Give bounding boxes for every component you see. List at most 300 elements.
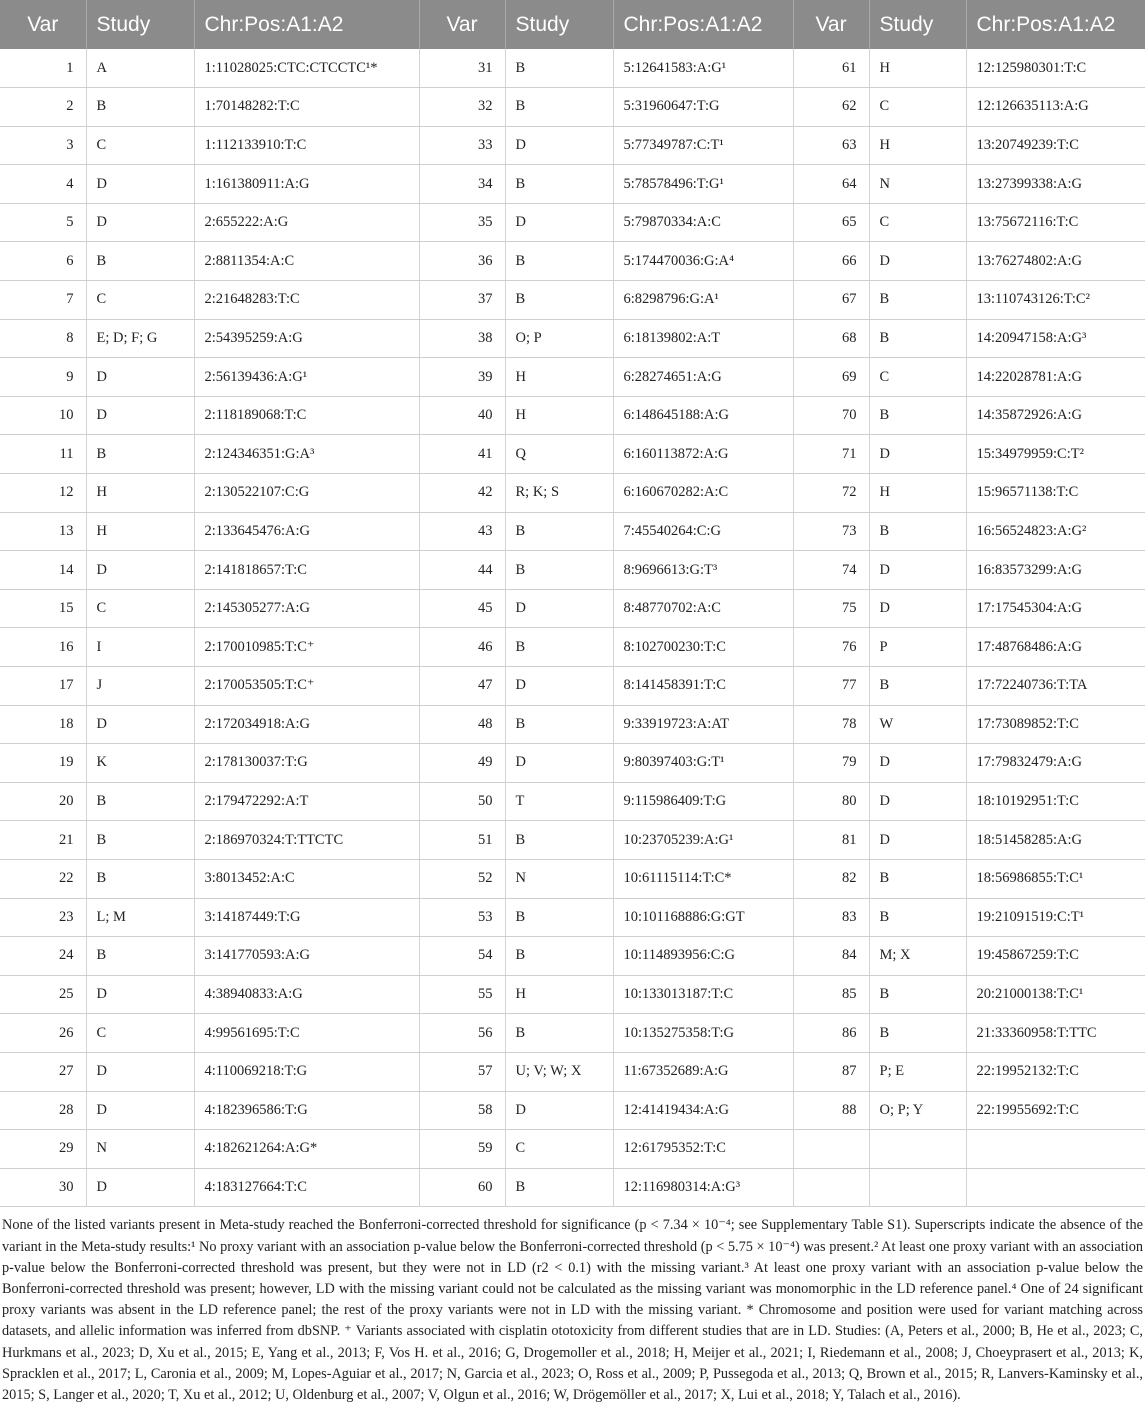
cell-chr-pos-alleles: 1:11028025:CTC:CTCCTC¹* <box>194 49 419 88</box>
cell-study: D <box>86 1168 194 1207</box>
table-row <box>0 203 1145 242</box>
table-row <box>0 396 1145 435</box>
cell-var-number: 58 <box>419 1091 505 1130</box>
cell-var-number: 53 <box>419 898 505 937</box>
cell-chr-pos-alleles: 6:8298796:G:A¹ <box>613 281 793 320</box>
cell-study: D <box>86 165 194 204</box>
table-row <box>0 589 1145 628</box>
cell-chr-pos-alleles: 4:182396586:T:G <box>194 1091 419 1130</box>
cell-study: Q <box>505 435 613 474</box>
cell-chr-pos-alleles: 2:172034918:A:G <box>194 705 419 744</box>
cell-study: B <box>86 937 194 976</box>
cell-study: K <box>86 744 194 783</box>
cell-var-number: 74 <box>793 551 869 590</box>
table-body <box>0 49 1145 1207</box>
cell-var-number: 35 <box>419 203 505 242</box>
cell-study: R; K; S <box>505 474 613 513</box>
cell-study: T <box>505 782 613 821</box>
cell-chr-pos-alleles: 1:70148282:T:C <box>194 88 419 127</box>
cell-study: D <box>869 744 966 783</box>
cell-study: B <box>505 242 613 281</box>
cell-chr-pos-alleles: 17:79832479:A:G <box>966 744 1145 783</box>
cell-chr-pos-alleles: 17:73089852:T:C <box>966 705 1145 744</box>
cell-study: B <box>505 821 613 860</box>
cell-var-number: 62 <box>793 88 869 127</box>
cell-var-number: 86 <box>793 1014 869 1053</box>
table-row <box>0 975 1145 1014</box>
cell-study: B <box>869 1014 966 1053</box>
table-row <box>0 705 1145 744</box>
cell-chr-pos-alleles: 17:72240736:T:TA <box>966 667 1145 706</box>
table-row <box>0 281 1145 320</box>
cell-study: B <box>869 898 966 937</box>
cell-chr-pos-alleles: 8:141458391:T:C <box>613 667 793 706</box>
cell-study: D <box>869 435 966 474</box>
cell-var-number: 31 <box>419 49 505 88</box>
cell-chr-pos-alleles: 10:23705239:A:G¹ <box>613 821 793 860</box>
cell-chr-pos-alleles: 6:160113872:A:G <box>613 435 793 474</box>
cell-study: B <box>505 1014 613 1053</box>
cell-chr-pos-alleles: 8:102700230:T:C <box>613 628 793 667</box>
cell-chr-pos-alleles: 6:160670282:A:C <box>613 474 793 513</box>
cell-chr-pos-alleles: 13:76274802:A:G <box>966 242 1145 281</box>
cell-study: B <box>869 975 966 1014</box>
cell-study <box>869 1168 966 1207</box>
cell-chr-pos-alleles: 11:67352689:A:G <box>613 1052 793 1091</box>
cell-study: D <box>86 203 194 242</box>
cell-chr-pos-alleles <box>966 1130 1145 1169</box>
table-row <box>0 474 1145 513</box>
cell-study: B <box>505 1168 613 1207</box>
cell-chr-pos-alleles: 5:77349787:C:T¹ <box>613 126 793 165</box>
cell-study: H <box>505 975 613 1014</box>
cell-var-number: 37 <box>419 281 505 320</box>
cell-var-number: 8 <box>0 319 86 358</box>
cell-chr-pos-alleles: 12:61795352:T:C <box>613 1130 793 1169</box>
cell-var-number: 68 <box>793 319 869 358</box>
cell-chr-pos-alleles: 2:178130037:T:G <box>194 744 419 783</box>
header-position: Chr:Pos:A1:A2 <box>966 0 1145 49</box>
cell-study: C <box>869 358 966 397</box>
header-var: Var <box>793 0 869 49</box>
cell-study: B <box>869 319 966 358</box>
cell-chr-pos-alleles: 2:179472292:A:T <box>194 782 419 821</box>
cell-chr-pos-alleles <box>966 1168 1145 1207</box>
cell-study: H <box>86 512 194 551</box>
cell-chr-pos-alleles: 8:48770702:A:C <box>613 589 793 628</box>
table-row <box>0 126 1145 165</box>
cell-var-number: 50 <box>419 782 505 821</box>
cell-var-number: 14 <box>0 551 86 590</box>
cell-study: W <box>869 705 966 744</box>
cell-chr-pos-alleles: 13:20749239:T:C <box>966 126 1145 165</box>
cell-var-number: 78 <box>793 705 869 744</box>
cell-chr-pos-alleles: 8:9696613:G:T³ <box>613 551 793 590</box>
table-row <box>0 667 1145 706</box>
cell-chr-pos-alleles: 2:56139436:A:G¹ <box>194 358 419 397</box>
cell-study: H <box>505 396 613 435</box>
cell-study: D <box>505 203 613 242</box>
cell-var-number: 75 <box>793 589 869 628</box>
cell-study: N <box>869 165 966 204</box>
cell-chr-pos-alleles: 1:161380911:A:G <box>194 165 419 204</box>
cell-var-number: 61 <box>793 49 869 88</box>
cell-var-number: 54 <box>419 937 505 976</box>
cell-var-number: 43 <box>419 512 505 551</box>
cell-study: D <box>869 242 966 281</box>
cell-chr-pos-alleles: 6:18139802:A:T <box>613 319 793 358</box>
cell-chr-pos-alleles: 18:56986855:T:C¹ <box>966 859 1145 898</box>
table-row <box>0 937 1145 976</box>
cell-study: D <box>869 551 966 590</box>
cell-chr-pos-alleles: 5:79870334:A:C <box>613 203 793 242</box>
cell-var-number: 1 <box>0 49 86 88</box>
cell-var-number: 69 <box>793 358 869 397</box>
cell-study: B <box>86 242 194 281</box>
cell-var-number: 42 <box>419 474 505 513</box>
cell-var-number: 79 <box>793 744 869 783</box>
cell-var-number: 52 <box>419 859 505 898</box>
cell-study: J <box>86 667 194 706</box>
cell-var-number: 65 <box>793 203 869 242</box>
cell-study: B <box>505 551 613 590</box>
cell-study: C <box>86 126 194 165</box>
cell-study: C <box>86 281 194 320</box>
cell-study: L; M <box>86 898 194 937</box>
cell-chr-pos-alleles: 4:182621264:A:G* <box>194 1130 419 1169</box>
cell-var-number: 19 <box>0 744 86 783</box>
cell-chr-pos-alleles: 10:61115114:T:C* <box>613 859 793 898</box>
cell-study: D <box>505 667 613 706</box>
cell-study: D <box>86 396 194 435</box>
cell-var-number: 21 <box>0 821 86 860</box>
cell-var-number: 34 <box>419 165 505 204</box>
cell-chr-pos-alleles: 4:110069218:T:G <box>194 1052 419 1091</box>
cell-chr-pos-alleles: 17:17545304:A:G <box>966 589 1145 628</box>
table-header-row <box>0 0 1145 49</box>
cell-chr-pos-alleles: 4:99561695:T:C <box>194 1014 419 1053</box>
cell-chr-pos-alleles: 3:8013452:A:C <box>194 859 419 898</box>
cell-var-number: 76 <box>793 628 869 667</box>
cell-chr-pos-alleles: 5:12641583:A:G¹ <box>613 49 793 88</box>
cell-var-number: 30 <box>0 1168 86 1207</box>
cell-study: D <box>86 975 194 1014</box>
cell-var-number: 24 <box>0 937 86 976</box>
table-row <box>0 782 1145 821</box>
cell-study: D <box>86 705 194 744</box>
cell-study: D <box>869 589 966 628</box>
cell-chr-pos-alleles: 2:130522107:C:G <box>194 474 419 513</box>
cell-var-number: 83 <box>793 898 869 937</box>
cell-chr-pos-alleles: 2:21648283:T:C <box>194 281 419 320</box>
cell-chr-pos-alleles: 20:21000138:T:C¹ <box>966 975 1145 1014</box>
cell-chr-pos-alleles: 16:56524823:A:G² <box>966 512 1145 551</box>
cell-study: B <box>505 898 613 937</box>
cell-chr-pos-alleles: 13:27399338:A:G <box>966 165 1145 204</box>
cell-var-number: 18 <box>0 705 86 744</box>
cell-var-number: 85 <box>793 975 869 1014</box>
table-row <box>0 512 1145 551</box>
table-row <box>0 898 1145 937</box>
table-row <box>0 319 1145 358</box>
cell-var-number: 33 <box>419 126 505 165</box>
cell-var-number: 15 <box>0 589 86 628</box>
cell-study: I <box>86 628 194 667</box>
cell-chr-pos-alleles: 2:145305277:A:G <box>194 589 419 628</box>
cell-study: B <box>86 88 194 127</box>
header-position: Chr:Pos:A1:A2 <box>613 0 793 49</box>
table-row <box>0 859 1145 898</box>
cell-study: D <box>86 358 194 397</box>
cell-var-number: 63 <box>793 126 869 165</box>
cell-study: D <box>505 1091 613 1130</box>
cell-var-number: 7 <box>0 281 86 320</box>
cell-var-number: 87 <box>793 1052 869 1091</box>
cell-var-number: 60 <box>419 1168 505 1207</box>
cell-chr-pos-alleles: 2:170053505:T:C⁺ <box>194 667 419 706</box>
cell-chr-pos-alleles: 12:125980301:T:C <box>966 49 1145 88</box>
cell-study: U; V; W; X <box>505 1052 613 1091</box>
cell-var-number: 32 <box>419 88 505 127</box>
cell-var-number: 51 <box>419 821 505 860</box>
cell-var-number: 73 <box>793 512 869 551</box>
table-footnote: None of the listed variants present in Meta-study reached the Bonferroni-corrected threshold for significance (p < 7.34 × 10⁻⁴; see Supplementary Table S1). Superscripts indicate the absence of the variant in the Meta-study results:¹ No proxy variant with an association p-value below the Bonferroni-corrected threshold (p < 5.75 × 10⁻⁴) was present.² At least one proxy variant with an association p-value below the Bonferroni-corrected threshold was present, but they were not in LD (r2 < 0.1) with the missing variant.³ At least one proxy variant with an association p-value below the Bonferroni-corrected threshold was present; however, LD with the missing variant could not be calculated as the missing variant was monomorphic in the LD reference panel.⁴ One of 24 significant proxy variants was absent in the LD reference panel; the rest of the proxy variants were not in LD with the missing variant. * Chromosome and position were used for variant matching across datasets, and allelic information was inferred from dbSNP. ⁺ Variants associated with cisplatin ototoxicity from different studies that are in LD. Studies: (A, Peters et al., 2000; B, He et al., 2023; C, Hurkmans et al., 2023; D, Xu et al., 2015; E, Yang et al., 2013; F, Vos H. et al., 2016; G, Drogemoller et al., 2018; H, Meijer et al., 2021; I, Riedemann et al., 2008; J, Choeyprasert et al., 2013; K, Spracklen et al., 2017; L, Caronia et al., 2009; M, Lopes-Aguiar et al., 2017; N, Garcia et al., 2023; O, Ross et al., 2009; P, Pussegoda et al., 2013; Q, Brown et al., 2015; R, Lanvers-Kaminsky et al., 2015; S, Langer et al., 2020; T, Xu et al., 2012; U, Oldenburg et al., 2007; V, Olgun et al., 2016; W, Drögemöller et al., 2017; X, Lui et al., 2018; Y, Talach et al., 2016). <box>2 1217 1143 1403</box>
cell-study: H <box>505 358 613 397</box>
cell-study: D <box>505 126 613 165</box>
cell-var-number: 64 <box>793 165 869 204</box>
cell-study: N <box>505 859 613 898</box>
header-study: Study <box>505 0 613 49</box>
cell-chr-pos-alleles: 10:101168886:G:GT <box>613 898 793 937</box>
cell-study: B <box>505 88 613 127</box>
cell-chr-pos-alleles: 22:19955692:T:C <box>966 1091 1145 1130</box>
cell-chr-pos-alleles: 2:8811354:A:C <box>194 242 419 281</box>
cell-study: P <box>869 628 966 667</box>
table-row <box>0 435 1145 474</box>
cell-chr-pos-alleles: 15:96571138:T:C <box>966 474 1145 513</box>
cell-var-number: 48 <box>419 705 505 744</box>
cell-study: D <box>869 821 966 860</box>
cell-chr-pos-alleles: 4:183127664:T:C <box>194 1168 419 1207</box>
cell-var-number: 41 <box>419 435 505 474</box>
cell-var-number: 12 <box>0 474 86 513</box>
cell-var-number: 39 <box>419 358 505 397</box>
cell-var-number: 72 <box>793 474 869 513</box>
cell-var-number: 16 <box>0 628 86 667</box>
cell-chr-pos-alleles: 9:115986409:T:G <box>613 782 793 821</box>
cell-study: N <box>86 1130 194 1169</box>
cell-study: E; D; F; G <box>86 319 194 358</box>
cell-chr-pos-alleles: 2:170010985:T:C⁺ <box>194 628 419 667</box>
cell-chr-pos-alleles: 14:22028781:A:G <box>966 358 1145 397</box>
cell-study <box>869 1130 966 1169</box>
header-position: Chr:Pos:A1:A2 <box>194 0 419 49</box>
cell-study: B <box>505 165 613 204</box>
cell-study: A <box>86 49 194 88</box>
cell-var-number: 36 <box>419 242 505 281</box>
header-var: Var <box>0 0 86 49</box>
cell-chr-pos-alleles: 21:33360958:T:TTC <box>966 1014 1145 1053</box>
cell-var-number: 10 <box>0 396 86 435</box>
cell-study: D <box>505 589 613 628</box>
cell-var-number: 70 <box>793 396 869 435</box>
cell-chr-pos-alleles: 6:28274651:A:G <box>613 358 793 397</box>
cell-chr-pos-alleles: 14:20947158:A:G³ <box>966 319 1145 358</box>
cell-var-number: 6 <box>0 242 86 281</box>
cell-study: D <box>869 782 966 821</box>
cell-study: C <box>86 589 194 628</box>
cell-study: B <box>869 396 966 435</box>
cell-study: B <box>505 512 613 551</box>
cell-var-number: 29 <box>0 1130 86 1169</box>
cell-study: C <box>505 1130 613 1169</box>
cell-chr-pos-alleles: 1:112133910:T:C <box>194 126 419 165</box>
cell-chr-pos-alleles: 16:83573299:A:G <box>966 551 1145 590</box>
cell-chr-pos-alleles: 19:45867259:T:C <box>966 937 1145 976</box>
cell-study: B <box>505 705 613 744</box>
cell-chr-pos-alleles: 2:655222:A:G <box>194 203 419 242</box>
table-row <box>0 1052 1145 1091</box>
cell-chr-pos-alleles: 2:124346351:G:A³ <box>194 435 419 474</box>
cell-study: D <box>505 744 613 783</box>
cell-study: B <box>505 628 613 667</box>
cell-study: B <box>86 782 194 821</box>
cell-study: B <box>869 667 966 706</box>
cell-study: D <box>86 1052 194 1091</box>
cell-var-number: 55 <box>419 975 505 1014</box>
table-row <box>0 358 1145 397</box>
cell-var-number: 27 <box>0 1052 86 1091</box>
cell-chr-pos-alleles: 2:54395259:A:G <box>194 319 419 358</box>
cell-study: B <box>86 435 194 474</box>
cell-chr-pos-alleles: 13:75672116:T:C <box>966 203 1145 242</box>
cell-study: M; X <box>869 937 966 976</box>
cell-var-number <box>793 1130 869 1169</box>
cell-study: H <box>869 49 966 88</box>
cell-var-number: 9 <box>0 358 86 397</box>
header-study: Study <box>86 0 194 49</box>
table-row <box>0 1014 1145 1053</box>
cell-study: O; P; Y <box>869 1091 966 1130</box>
cell-var-number: 4 <box>0 165 86 204</box>
table-row <box>0 1091 1145 1130</box>
cell-study: D <box>86 1091 194 1130</box>
cell-var-number: 59 <box>419 1130 505 1169</box>
cell-study: O; P <box>505 319 613 358</box>
table-row <box>0 242 1145 281</box>
cell-var-number: 5 <box>0 203 86 242</box>
cell-study: H <box>86 474 194 513</box>
cell-chr-pos-alleles: 2:141818657:T:C <box>194 551 419 590</box>
cell-chr-pos-alleles: 12:41419434:A:G <box>613 1091 793 1130</box>
cell-study: C <box>86 1014 194 1053</box>
cell-var-number <box>793 1168 869 1207</box>
table-row <box>0 744 1145 783</box>
cell-var-number: 71 <box>793 435 869 474</box>
cell-chr-pos-alleles: 5:31960647:T:G <box>613 88 793 127</box>
cell-study: C <box>869 203 966 242</box>
cell-study: B <box>869 859 966 898</box>
cell-var-number: 25 <box>0 975 86 1014</box>
cell-chr-pos-alleles: 5:174470036:G:A⁴ <box>613 242 793 281</box>
cell-chr-pos-alleles: 2:133645476:A:G <box>194 512 419 551</box>
cell-var-number: 80 <box>793 782 869 821</box>
cell-chr-pos-alleles: 22:19952132:T:C <box>966 1052 1145 1091</box>
cell-var-number: 56 <box>419 1014 505 1053</box>
cell-chr-pos-alleles: 12:126635113:A:G <box>966 88 1145 127</box>
cell-var-number: 44 <box>419 551 505 590</box>
cell-study: D <box>86 551 194 590</box>
cell-var-number: 22 <box>0 859 86 898</box>
cell-var-number: 20 <box>0 782 86 821</box>
cell-chr-pos-alleles: 18:10192951:T:C <box>966 782 1145 821</box>
cell-chr-pos-alleles: 4:38940833:A:G <box>194 975 419 1014</box>
cell-chr-pos-alleles: 2:186970324:T:TTCTC <box>194 821 419 860</box>
cell-study: B <box>869 281 966 320</box>
header-var: Var <box>419 0 505 49</box>
table-row <box>0 49 1145 88</box>
cell-chr-pos-alleles: 2:118189068:T:C <box>194 396 419 435</box>
cell-var-number: 67 <box>793 281 869 320</box>
cell-var-number: 2 <box>0 88 86 127</box>
cell-var-number: 82 <box>793 859 869 898</box>
cell-study: B <box>505 281 613 320</box>
cell-chr-pos-alleles: 10:135275358:T:G <box>613 1014 793 1053</box>
cell-study: B <box>505 937 613 976</box>
cell-var-number: 81 <box>793 821 869 860</box>
table-row <box>0 165 1145 204</box>
cell-chr-pos-alleles: 10:114893956:C:G <box>613 937 793 976</box>
cell-chr-pos-alleles: 6:148645188:A:G <box>613 396 793 435</box>
cell-var-number: 66 <box>793 242 869 281</box>
cell-var-number: 38 <box>419 319 505 358</box>
cell-var-number: 49 <box>419 744 505 783</box>
cell-chr-pos-alleles: 3:14187449:T:G <box>194 898 419 937</box>
cell-var-number: 23 <box>0 898 86 937</box>
cell-var-number: 11 <box>0 435 86 474</box>
cell-chr-pos-alleles: 10:133013187:T:C <box>613 975 793 1014</box>
cell-chr-pos-alleles: 18:51458285:A:G <box>966 821 1145 860</box>
cell-study: B <box>505 49 613 88</box>
cell-chr-pos-alleles: 14:35872926:A:G <box>966 396 1145 435</box>
cell-chr-pos-alleles: 13:110743126:T:C² <box>966 281 1145 320</box>
cell-var-number: 77 <box>793 667 869 706</box>
cell-chr-pos-alleles: 9:80397403:G:T¹ <box>613 744 793 783</box>
cell-chr-pos-alleles: 9:33919723:A:AT <box>613 705 793 744</box>
table-row <box>0 1130 1145 1169</box>
cell-study: H <box>869 474 966 513</box>
cell-chr-pos-alleles: 5:78578496:T:G¹ <box>613 165 793 204</box>
cell-chr-pos-alleles: 19:21091519:C:T¹ <box>966 898 1145 937</box>
cell-study: H <box>869 126 966 165</box>
cell-var-number: 88 <box>793 1091 869 1130</box>
table-row <box>0 628 1145 667</box>
cell-chr-pos-alleles: 15:34979959:C:T² <box>966 435 1145 474</box>
cell-var-number: 28 <box>0 1091 86 1130</box>
cell-study: C <box>869 88 966 127</box>
cell-var-number: 26 <box>0 1014 86 1053</box>
cell-var-number: 46 <box>419 628 505 667</box>
cell-study: B <box>869 512 966 551</box>
header-study: Study <box>869 0 966 49</box>
table-row <box>0 551 1145 590</box>
cell-chr-pos-alleles: 12:116980314:A:G³ <box>613 1168 793 1207</box>
cell-chr-pos-alleles: 17:48768486:A:G <box>966 628 1145 667</box>
cell-var-number: 17 <box>0 667 86 706</box>
cell-study: B <box>86 859 194 898</box>
cell-var-number: 3 <box>0 126 86 165</box>
cell-var-number: 13 <box>0 512 86 551</box>
